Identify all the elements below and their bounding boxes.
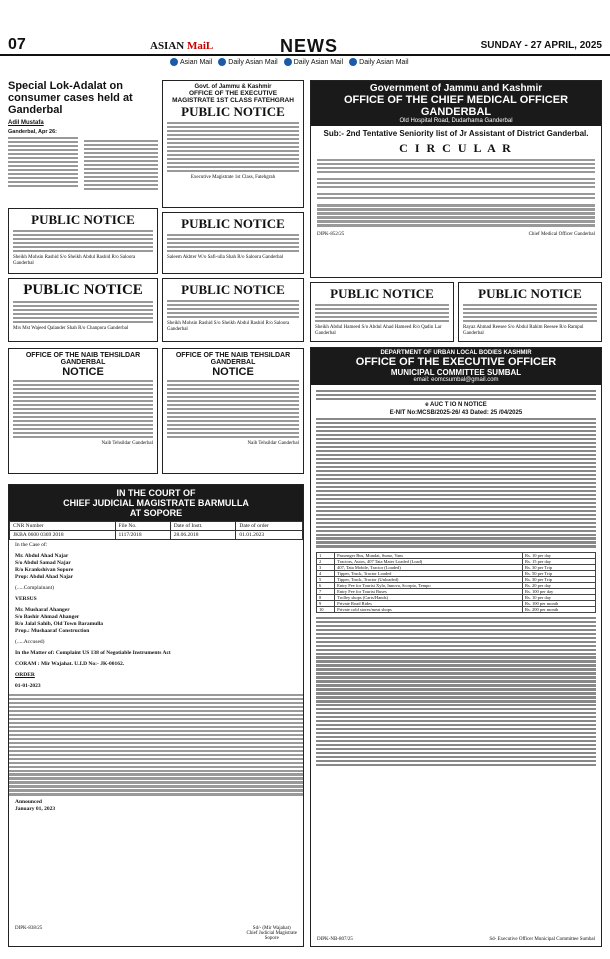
story-body [8,137,78,187]
table-row: 8 Trolley shops (Carts/Hands) Rs. 10 per day [317,594,596,600]
tehsildar-notice: OFFICE OF THE NAIB TEHSILDAR GANDERBAL NOTICE Naib Tehsildar Ganderbal [162,348,304,474]
circular-subject: Sub:- 2nd Tentative Seniority list of Jr Assistant of District Ganderbal. [323,129,589,138]
facebook-icon [170,58,178,66]
public-notice: PUBLIC NOTICE Saleem Akhter W/o Safi-ulla Shah R/o Saloora Ganderbal [162,212,304,274]
table-row: 9 Private Road Rides Rs. 100 per month [317,600,596,606]
public-notice: PUBLIC NOTICE Sheikh Abdul Hameed S/o Abdul Ahad Hameed R/o Qadin Lar Ganderbal [310,282,454,342]
court-notice: IN THE COURT OF CHIEF JUDICIAL MAGISTRATE BARMULLA AT SOPORE CNR Number File No. Date of Instt. Date of order JKBA 0600 0369 2018 1117/2018 28.06.2018 01.01.2023 In the Case of: Mr. Abdul Ahad Najar S/o Abdul Samad Najar R/o Krankshivan Sopore Prop: Abdul Ahad Najar (.....Complainant) VERSUS Mr. Musharaf Ahanger S/o Bashir Ahmad Ahanger R/o Jalal Sahib, Old Town Baramulla Prop.: Mushaaraf Construction (.....Accused) In the Matter of: Complaint US 138 of Negotiable Instruments Act CORAM : Mir Wajahat. U.I.D No:- JK-00162. ORDER 01-01-2023 Announced January 01, 2023 DIPK-838/25 Sd/- (Mir Wajahat) Chief Judicial Magistrate Sopore [8,484,304,947]
masthead [0,0,610,56]
instagram-icon [349,58,357,66]
table-row: 10 Private cold stores/meat shops Rs. 200 per month [317,606,596,612]
social-link[interactable]: Daily Asian Mail [349,58,408,70]
public-notice: PUBLIC NOTICE Sheikh Mohsin Rashid S/o Sheikh Abdul Rashid R/o Saloora Ganderbal [8,208,158,274]
story-headline: Special Lok-Adalat on consumer cases held at Ganderbal [8,80,133,116]
table-row: 6 Entry Fee for Tourist Xylo, Innova, Scorpio, Tempo Rs. 20 per day [317,582,596,588]
section-title: NEWS [280,36,338,56]
facebook-icon [218,58,226,66]
complainant: Mr. Abdul Ahad Najar S/o Abdul Samad Najar R/o Krankshivan Sopore Prop: Abdul Ahad Najar [15,553,74,580]
social-link[interactable]: Daily Asian Mail [218,58,277,70]
public-notice: PUBLIC NOTICE Rayaz Ahmad Reesee S/o Abdul Rahim Reesee R/o Rampul Ganderbal [458,282,602,342]
circular-title: C I R C U L A R [399,141,513,155]
case-table: CNR Number File No. Date of Instt. Date of order JKBA 0600 0369 2018 1117/2018 28.06.2018 01.01.2023 [9,521,303,540]
table-row: 4 Tipper, Truck, Tractor Loaded Rs. 50 per Trip [317,570,596,576]
accused: Mr. Musharaf Ahanger S/o Bashir Ahmad Ahanger R/o Jalal Sahib, Old Town Baramulla Prop.: Mushaaraf Construction [15,607,104,634]
toll-rate-table [316,552,596,613]
page-number: 07 [8,36,26,53]
social-link[interactable]: Asian Mail [170,58,212,70]
social-links [170,58,409,70]
story-dateline: Ganderbal, Apr 26: [8,129,58,135]
notice-title: PUBLIC NOTICE [181,104,285,119]
story-body-col2 [84,138,158,192]
twitter-icon [284,58,292,66]
table-row: 1 Passenger Bus, Mundai, Sumo, Vans Rs. 10 per day [317,552,596,558]
public-notice: PUBLIC NOTICE Mrs Mst Wajeed Qalander Shah R/o Chanpora Ganderbal [8,278,158,342]
story-byline: Adil Mustafa [8,120,44,126]
issue-date: SUNDAY - 27 APRIL, 2025 [480,40,602,51]
municipal-auction-notice: DEPARTMENT OF URBAN LOCAL BODIES KASHMIR OFFICE OF THE EXECUTIVE OFFICER MUNICIPAL COMMITTEE SUMBAL email: eomcsumbal@gmail.com e AUC T IO N NOTICE E-NIT No:MCSB/2025-26/ 43 Dated: 25 /04/2025 1 Passenger Bus, Mundai, Sumo, Vans Rs. 10 per day 2 Tractors, Autos, 407 Tata Mater Loaded (Load) Rs. 15 per day 3 407, Tata Mobile, Tractor (Loaded) Rs. 30 per Trip 4 Tipper, Truck, Tractor Loaded Rs. 50 per Trip 5 Tipper, Truck, Tractor (Unloaded) Rs. 30 per Trip 6 Entry Fee for Tourist Xylo, Innova, Scorpio, Tempo Rs. 20 per day 7 Entry Fee for Tourist Buses Rs. 100 per day 8 Trolley shops (Carts/Hands) Rs. 10 per day 9 Private Road Rides Rs. 100 per month 10 Private cold stores/meat shops Rs. 200 per month DIPK-NB-807/25 Sd- Executive Officer Municipal Committee Sumbal [310,347,602,947]
table-row: 5 Tipper, Truck, Tractor (Unloaded) Rs. 30 per Trip [317,576,596,582]
newspaper-logo: ASIAN MaiL [150,40,214,52]
table-row: 7 Entry Fee for Tourist Buses Rs. 100 per day [317,588,596,594]
table-row: 2 Tractors, Autos, 407 Tata Mater Loaded (Load) Rs. 15 per day [317,558,596,564]
tehsildar-notice: OFFICE OF THE NAIB TEHSILDAR GANDERBAL NOTICE Naib Tehsildar Ganderbal [8,348,158,474]
cmo-circular: Government of Jammu and Kashmir OFFICE OF THE CHIEF MEDICAL OFFICER GANDERBAL Old Hospital Road, Dudarhama Ganderbal Sub:- 2nd Tentative Seniority list of Jr Assistant of District Ganderbal. C I R C U L A R DIPK-852/25 Chief Medical Officer Ganderbal [310,80,602,278]
social-link[interactable]: Daily Asian Mail [284,58,343,70]
table-row: 3 407, Tata Mobile, Tractor (Loaded) Rs. 30 per Trip [317,564,596,570]
public-notice: PUBLIC NOTICE Sheikh Mohsin Rashid S/o Sheikh Abdul Rashid R/o Saloora Ganderbal [162,278,304,342]
magistrate-notice: Govt. of Jammu & Kashmir OFFICE OF THE EXECUTIVE MAGISTRATE 1ST CLASS FATEHGRAH PUBLIC NOTICE Executive Magistrate 1st Class, Fatehgrah [162,80,304,208]
